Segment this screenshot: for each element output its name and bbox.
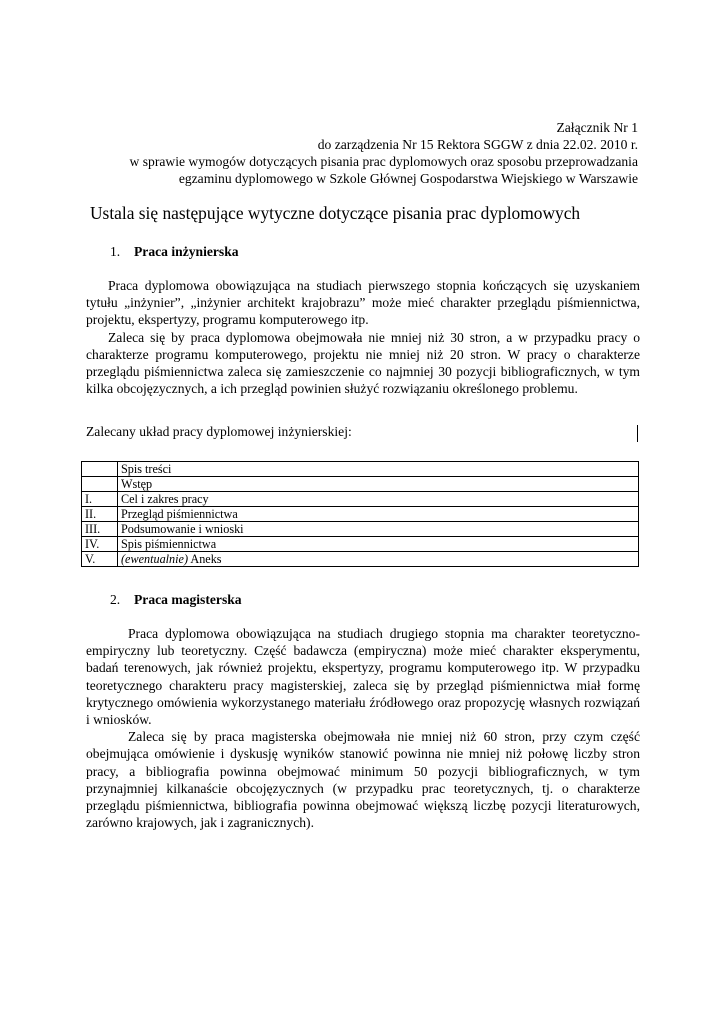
header-line-3: w sprawie wymogów dotyczących pisania prac dyplomowych oraz sposobu przeprowadzania	[129, 154, 638, 169]
header-line-2: do zarządzenia Nr 15 Rektora SGGW z dnia 22.02. 2010 r.	[317, 137, 638, 152]
section-1-paragraph-1: Praca dyplomowa obowiązująca na studiach pierwszego stopnia kończących się uzyskaniem tytułu „inżynier”, „inżynier architekt krajobrazu” może mieć charakter przeglądu piśmiennictwa, projektu, ekspertyzy, programu komputerowego itp.	[86, 278, 640, 328]
table-row	[82, 507, 639, 522]
table-row-number	[82, 462, 118, 477]
text-cursor-mark	[637, 425, 638, 442]
section-2-paragraph-2: Zaleca się by praca magisterska obejmowała nie mniej niż 60 stron, przy czym część obejmująca omówienie i dyskusję wyników stanowić powinna nie mniej niż połowę liczby stron pracy, a bibliografia powinna obejmować minimum 50 pozycji bibliograficznych, w tym przynajmniej kilkanaście obcojęzycznych (w przypadku prac teoretycznych, tj. o charakterze przeglądu piśmiennictwa, bibliografia powinna obejmować większą liczbę pozycji literaturowych, zarówno krajowych, jak i zagranicznych).	[86, 729, 640, 831]
table-row	[82, 552, 639, 567]
header-line-4: egzaminu dyplomowego w Szkole Głównej Gospodarstwa Wiejskiego w Warszawie	[178, 171, 638, 186]
thesis-structure-table	[81, 461, 639, 567]
table-row	[82, 462, 639, 477]
table-row-number: IV.	[82, 537, 118, 552]
section-1-heading	[110, 244, 239, 260]
section-1-number: 1.	[110, 244, 121, 259]
table-row-prefix: (ewentualnie)	[121, 552, 189, 566]
table-row-text: Aneks	[188, 552, 222, 566]
table-row-label: Cel i zakres pracy	[118, 492, 639, 507]
table-row	[82, 522, 639, 537]
table-row	[82, 492, 639, 507]
section-1-paragraph-2: Zaleca się by praca dyplomowa obejmowała nie mniej niż 30 stron, a w przypadku pracy o charakterze programu komputerowego, projektu nie mniej niż 20 stron. W pracy o charakterze przeglądu piśmiennictwa zaleca się zamieszczenie co najmniej 30 pozycji bibliograficznych, w tym kilka obcojęzycznych, a ich przegląd powinien służyć rozwiązaniu określonego problemu.	[86, 329, 640, 397]
attachment-header	[38, 119, 638, 187]
table-row-label: Spis piśmiennictwa	[118, 537, 639, 552]
section-2-text	[86, 625, 640, 831]
intro-heading: Ustala się następujące wytyczne dotyczące pisania prac dyplomowych	[90, 203, 581, 223]
table-row-number: III.	[82, 522, 118, 537]
table-row-label: Przegląd piśmiennictwa	[118, 507, 639, 522]
table-row-number	[82, 477, 118, 492]
section-2-title: Praca magisterska	[134, 592, 242, 607]
table-row	[82, 477, 639, 492]
table-row-label: Wstęp	[118, 477, 639, 492]
table-row-label: Podsumowanie i wnioski	[118, 522, 639, 537]
section-2-number: 2.	[110, 592, 121, 607]
table-row-number: V.	[82, 552, 118, 567]
table-caption: Zalecany układ pracy dyplomowej inżynierskiej:	[86, 424, 352, 439]
section-2-heading	[110, 592, 242, 608]
table-row-label	[118, 552, 639, 567]
table-row-number: I.	[82, 492, 118, 507]
section-2-paragraph-1: Praca dyplomowa obowiązująca na studiach drugiego stopnia ma charakter teoretyczno-empiryczny lub teoretyczny. Część badawcza (empiryczna) może mieć charakter eksperymentu, badań terenowych, jak również projektu, ekspertyzy, programu komputerowego itp. W przypadku teoretycznego charakteru pracy magisterskiej, zaleca się by przegląd piśmiennictwa miał formę krytycznego omówienia wykorzystanego materiału źródłowego oraz propozycję własnych rozwiązań i wniosków.	[86, 626, 640, 728]
section-1-title: Praca inżynierska	[134, 244, 239, 259]
header-line-1: Załącznik Nr 1	[556, 120, 638, 135]
table-row	[82, 537, 639, 552]
table-row-number: II.	[82, 507, 118, 522]
section-1-text	[86, 277, 640, 397]
table-row-label: Spis treści	[118, 462, 639, 477]
